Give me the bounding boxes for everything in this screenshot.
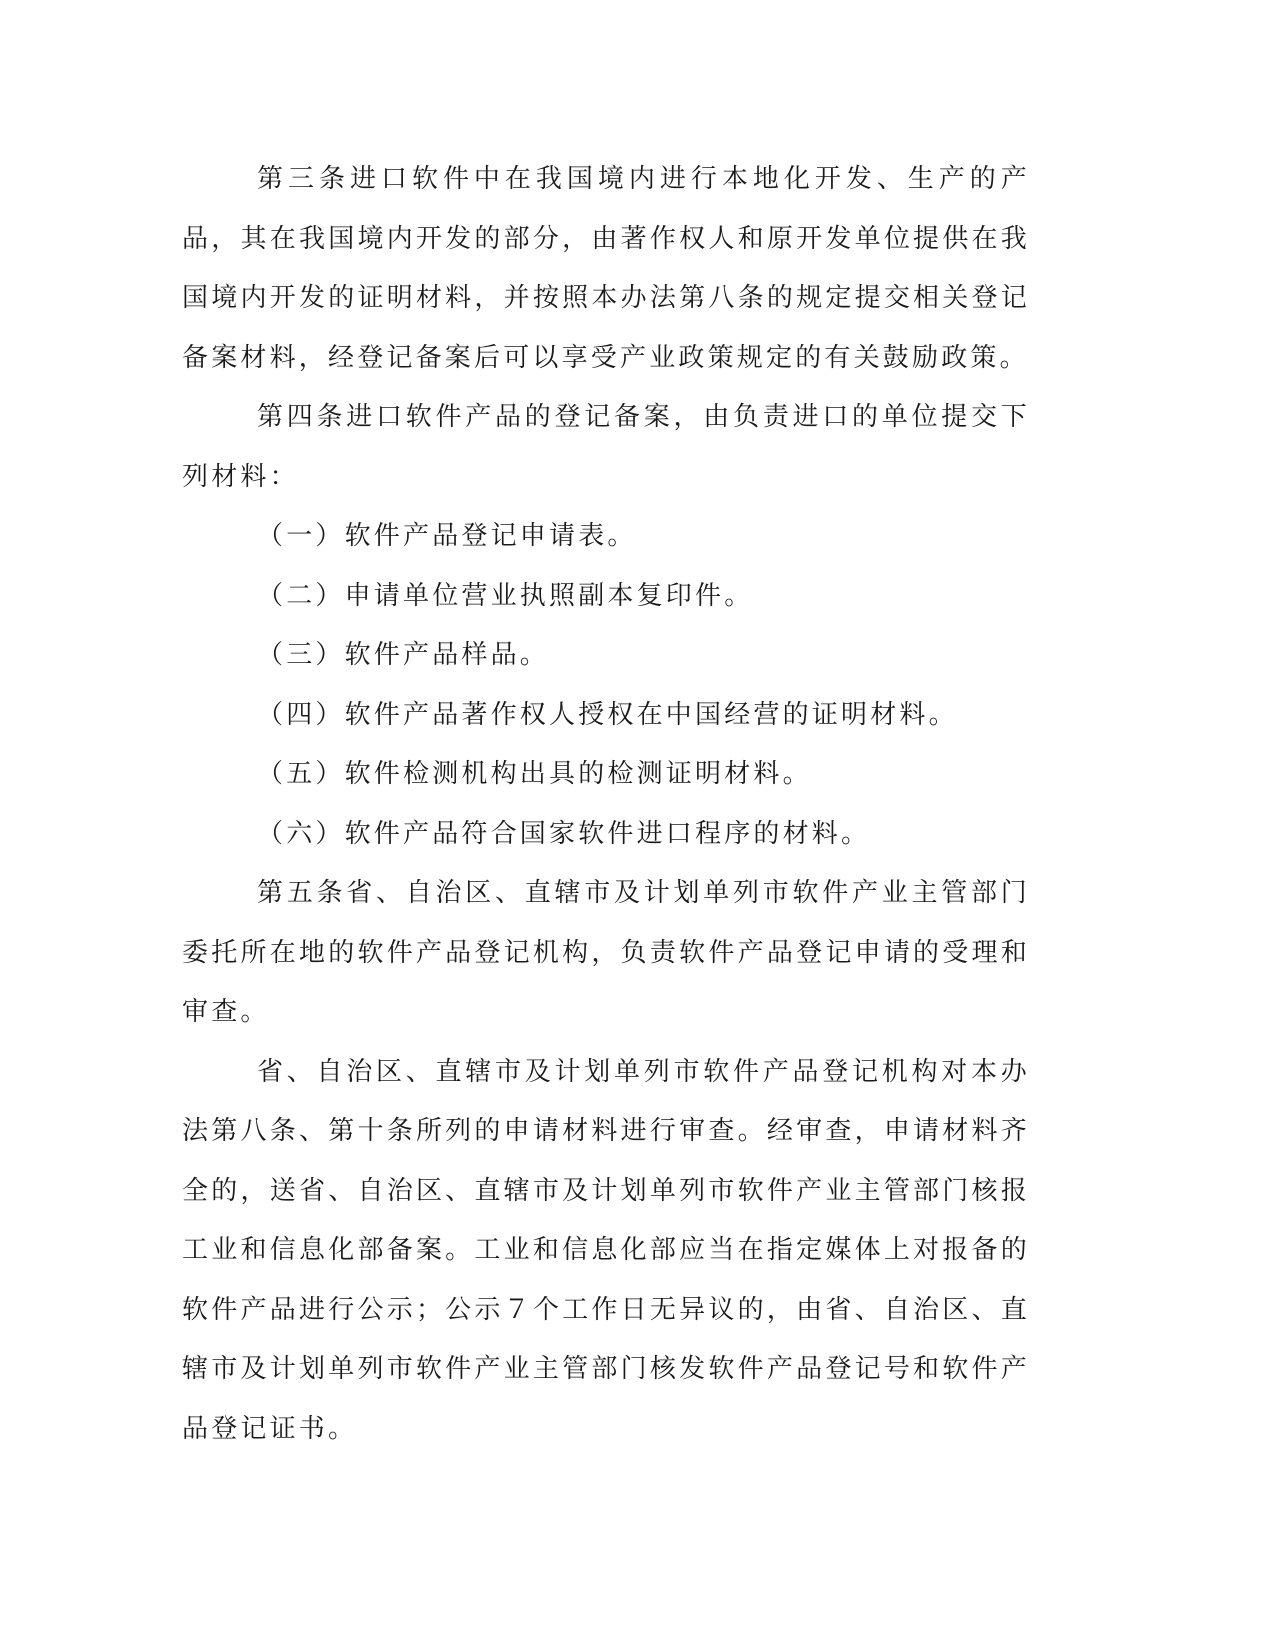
article-4-paragraph: 第四条进口软件产品的登记备案，由负责进口的单位提交下列材料： <box>182 402 1030 492</box>
review-paragraph: 省、自治区、直辖市及计划单列市软件产品登记机构对本办法第八条、第十条所列的申请材料进行审查。经审查，申请材料齐全的，送省、自治区、直辖市及计划单列市软件产业主管部门核报工业和信息化部备案。工业和信息化部应当在指定媒体上对报备的软件产品进行公示；公示７个工作日无异议的，由省、自治区、直辖市及计划单列市软件产业主管部门核发软件产品登记号和软件产品登记证书。 <box>182 1056 1030 1444</box>
article-3-paragraph: 第三条进口软件中在我国境内进行本地化开发、生产的产品，其在我国境内开发的部分，由著作权人和原开发单位提供在我国境内开发的证明材料，并按照本办法第八条的规定提交相关登记备案材料，经登记备案后可以享受产业政策规定的有关鼓励政策。 <box>182 164 1030 373</box>
document-body <box>182 150 1030 1459</box>
list-item: （六）软件产品符合国家软件进口程序的材料。 <box>257 818 871 849</box>
list-item: （三）软件产品样品。 <box>257 640 550 670</box>
list-item: （四）软件产品著作权人授权在中国经营的证明材料。 <box>257 699 958 730</box>
list-item: （五）软件检测机构出具的检测证明材料。 <box>257 759 812 789</box>
list-item: （二）申请单位营业执照副本复印件。 <box>257 580 754 611</box>
list-item: （一）软件产品登记申请表。 <box>257 521 637 551</box>
article-5-paragraph: 第五条省、自治区、直辖市及计划单列市软件产业主管部门委托所在地的软件产品登记机构，负责软件产品登记申请的受理和审查。 <box>182 878 1030 1027</box>
